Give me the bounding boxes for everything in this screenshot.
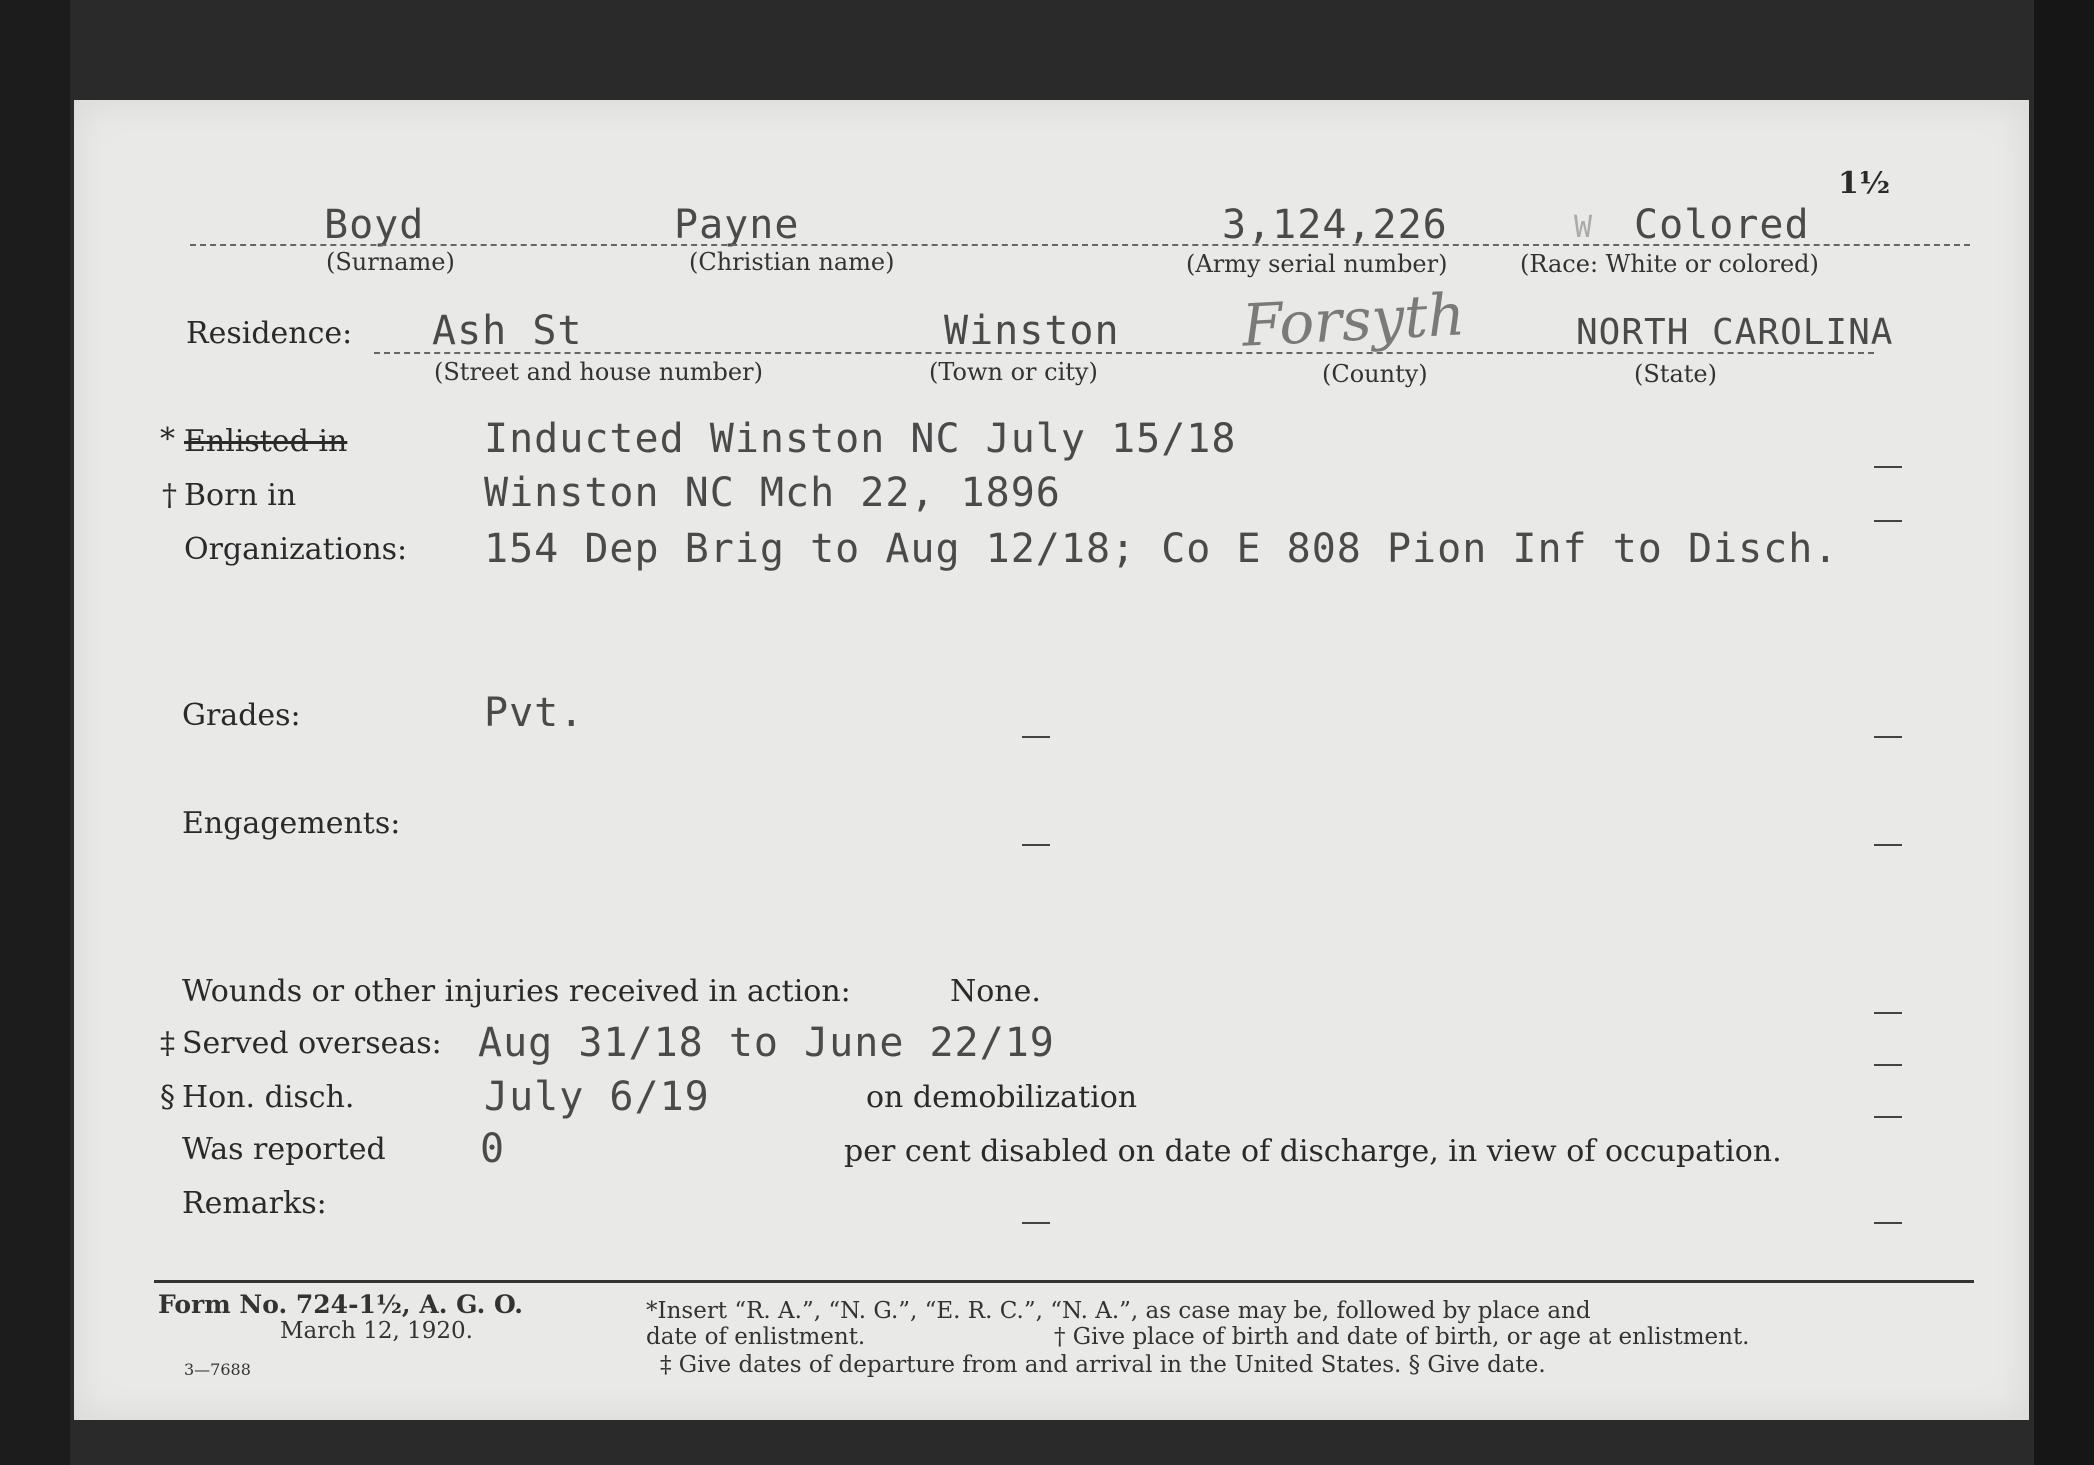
born-value: Winston NC Mch 22, 1896 xyxy=(484,470,1061,516)
race-marker: W xyxy=(1574,210,1594,245)
engagements-label: Engagements: xyxy=(182,806,401,841)
surname-caption: (Surname) xyxy=(326,248,455,276)
born-mark: † xyxy=(162,478,177,513)
wounds-value: None. xyxy=(950,974,1041,1009)
dash-mark xyxy=(1874,466,1902,468)
serial-number-value: 3,124,226 xyxy=(1222,202,1448,248)
dash-mark xyxy=(1022,844,1050,846)
organizations-value: 154 Dep Brig to Aug 12/18; Co E 808 Pion Inf to Disch. xyxy=(484,526,1839,572)
christian-name-caption: (Christian name) xyxy=(689,248,895,276)
footnote-enlistment: *Insert “R. A.”, “N. G.”, “E. R. C.”, “N. A.”, as case may be, followed by place and xyxy=(646,1298,1591,1324)
reported-label: Was reported xyxy=(182,1132,386,1167)
discharge-mark: § xyxy=(160,1080,175,1115)
grades-value: Pvt. xyxy=(484,690,585,736)
street-caption: (Street and house number) xyxy=(434,358,763,386)
dash-mark xyxy=(1022,1222,1050,1224)
enlisted-value: Inducted Winston NC July 15/18 xyxy=(484,416,1237,462)
discharge-suffix: on demobilization xyxy=(866,1080,1138,1115)
serial-caption: (Army serial number) xyxy=(1186,250,1448,278)
street-value: Ash St xyxy=(432,308,583,354)
remarks-label: Remarks: xyxy=(182,1186,327,1221)
discharge-value: July 6/19 xyxy=(484,1074,710,1120)
footnote-overseas: ‡ Give dates of departure from and arrival in the United States. § Give date. xyxy=(660,1352,1546,1378)
dash-mark xyxy=(1874,1222,1902,1224)
reported-value: 0 xyxy=(480,1126,506,1172)
state-value: NORTH CAROLINA xyxy=(1576,312,1894,353)
enlisted-mark: * xyxy=(160,422,175,457)
organizations-label: Organizations: xyxy=(184,532,408,567)
footnote-birth: † Give place of birth and date of birth, or age at enlistment. xyxy=(1054,1324,1750,1350)
residence-label: Residence: xyxy=(186,316,353,351)
scan-edge-right xyxy=(2034,0,2094,1465)
race-caption: (Race: White or colored) xyxy=(1520,250,1819,278)
dash-mark xyxy=(1874,736,1902,738)
dash-mark xyxy=(1874,1064,1902,1066)
footnote-enlistment-cont: date of enlistment. xyxy=(646,1324,866,1350)
surname-value: Boyd xyxy=(324,202,425,248)
born-label: Born in xyxy=(184,478,297,513)
header-rule xyxy=(190,244,1970,246)
state-caption: (State) xyxy=(1634,360,1717,388)
enlisted-label: Enlisted in xyxy=(184,424,348,459)
county-caption: (County) xyxy=(1322,360,1428,388)
discharge-label: Hon. disch. xyxy=(182,1080,355,1115)
grades-label: Grades: xyxy=(182,698,301,733)
residence-rule xyxy=(374,352,1874,354)
overseas-value: Aug 31/18 to June 22/19 xyxy=(478,1020,1055,1066)
form-class: 1½ xyxy=(1838,166,1891,201)
dash-mark xyxy=(1874,844,1902,846)
county-value-handwritten: Forsyth xyxy=(1240,280,1467,360)
form-number: Form No. 724-1½, A. G. O. xyxy=(158,1290,524,1319)
wounds-label: Wounds or other injuries received in action: xyxy=(182,974,851,1009)
town-value: Winston xyxy=(944,308,1120,354)
service-record-card xyxy=(74,100,2029,1420)
scan-edge-left xyxy=(0,0,70,1465)
christian-name-value: Payne xyxy=(674,202,800,248)
overseas-label: Served overseas: xyxy=(182,1026,442,1061)
race-value: Colored xyxy=(1634,202,1810,248)
town-caption: (Town or city) xyxy=(929,358,1098,386)
dash-mark xyxy=(1022,736,1050,738)
dash-mark xyxy=(1874,1012,1902,1014)
print-code: 3—7688 xyxy=(184,1360,251,1379)
reported-suffix: per cent disabled on date of discharge, in view of occupation. xyxy=(844,1134,1782,1169)
overseas-mark: ‡ xyxy=(160,1026,175,1061)
dash-mark xyxy=(1874,520,1902,522)
dash-mark xyxy=(1874,1116,1902,1118)
form-date: March 12, 1920. xyxy=(280,1318,473,1344)
footer-rule xyxy=(154,1280,1974,1283)
